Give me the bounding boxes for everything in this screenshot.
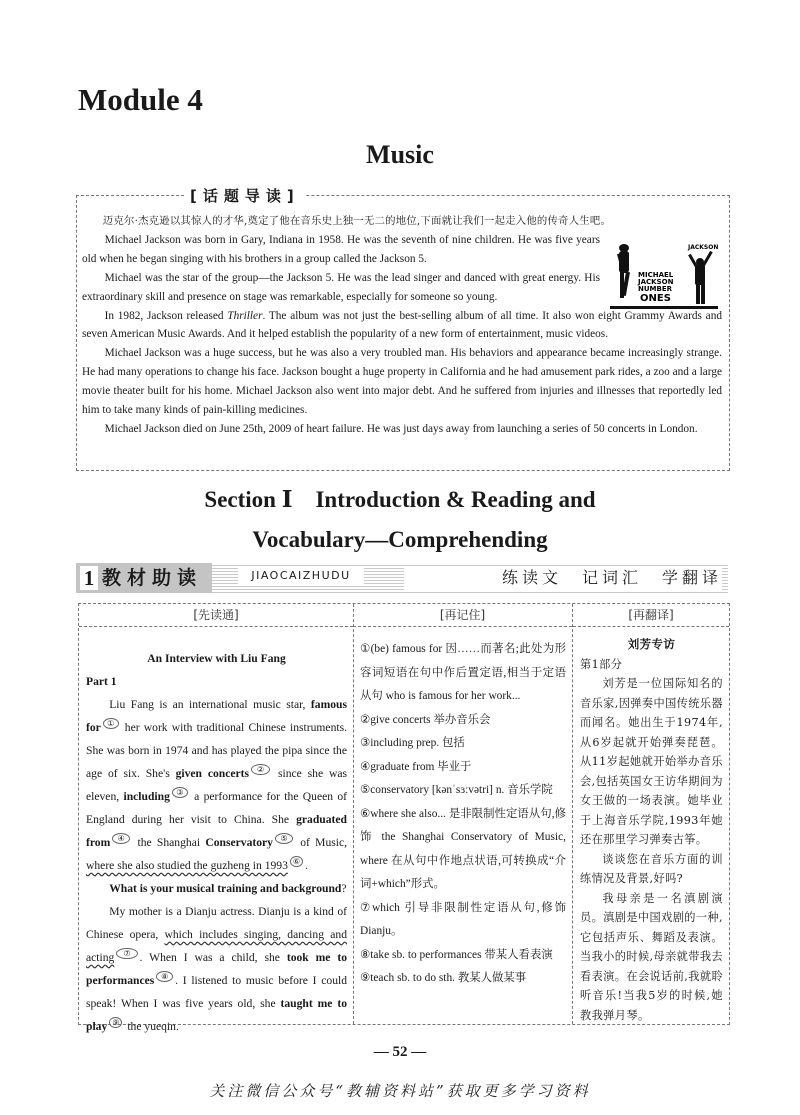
svg-text:MICHAEL: MICHAEL [638,271,674,279]
note-item: ⑥where she also... 是非限制性定语从句,修饰 the Shanghai Conservatory of Music, where 在从句中作地点状语,可转换成“介词+which”形式。 [360,807,566,890]
column-header: [再记住] [353,604,572,627]
column-header: [先读通] [79,604,353,627]
topic-label: [话题导读] [184,185,306,206]
notes-column [353,604,573,1024]
article-title: An Interview with Liu Fang [147,652,286,665]
note-item: ②give concerts 举办音乐会 [360,713,491,726]
topic-paragraph: Michael Jackson was a huge success, but he was also a very troubled man. His behaviors and appearance became increasingly strange. He had many operations to change his face. Jackson bought a huge property in California and he had amusement park rides, a zoo and a large movie theater built for his home. Michael Jackson also went into major debt. And he suffered from injuries and illnesses that reportedly led him to take many kinds of pain-killing medicines. [82,347,722,417]
note-item: ⑦which 引导非限制性定语从句,修饰 Dianju。 [360,901,566,937]
svg-text:JACKSON: JACKSON [638,278,674,286]
section-title: Section Ⅰ Introduction & Reading and Vocabulary—Comprehending [204,487,596,552]
svg-text:ONES: ONES [640,293,671,304]
translation-paragraph: 我母亲是一名滇剧演员。滇剧是中国戏剧的一种,它包括声乐、舞蹈及表演。当我小的时候,母亲就带我去看表演。在会说话前,我就聆听音乐!当我5岁的时候,她教我弹月琴。 [580,891,724,1022]
part-label: Part 1 [86,675,117,688]
column-header: [再翻译] [573,604,729,627]
note-item: ①(be) famous for 因……而著名;此处为形容词短语在句中作后置定语,相当于定语从句 who is famous for her work... [360,643,566,702]
translation-part: 第1部分 [580,657,623,671]
reading-paragraph: My mother is a Dianju actress. Dianju is a kind of Chinese opera, which includes singing, dancing and acting ⑦ . When I was a child, she took me to performances ⑧ . I listened to music before I could speak! When I was five years old, she taught me to play ⑨ the yueqin. [86,905,348,1033]
banner-pinyin: JIAOCAIZHUDU [238,568,364,584]
reading-table [78,603,730,1033]
reading-paragraph: Liu Fang is an international music star, famous for ① her work with traditional Chinese instruments. She was born in 1974 and has played the pipa since the age of six. She's given concerts ② since she was eleven, including ③ a performance for the Queen of England during her visit to China. She graduated from ④ the Shanghai Conservatory ⑤ of Music, where she also studied the guzheng in 1993 ⑥ . [86,698,348,872]
translation-question: 谈谈您在音乐方面的训练情况及背景,好吗? [580,852,723,885]
reading-column [79,604,354,1033]
module-title: Module 4 [78,82,203,117]
footer-note: 关注微信公众号“教辅资料站”获取更多学习资料 [209,1082,591,1100]
note-item: ⑧take sb. to performances 带某人看表演 [360,948,553,961]
banner-tagline: 练读文 记词汇 学翻译 [404,566,722,590]
note-item: ④graduate from 毕业于 [360,760,472,773]
topic-paragraph: Michael Jackson was born in Gary, Indiana in 1958. He was the seventh of nine children. He was five years old when he began singing with his brothers in a group called the Jackson 5. [82,233,600,265]
unit-title: Music [366,140,434,169]
translation-paragraph: 刘芳是一位国际知名的音乐家,因弹奏中国传统乐器而闻名。她出生于1974年,从6岁起就开始弹奏琵琶。从11岁起她就开始举办音乐会,包括英国女王访华期间为女王做的一场表演。她毕业于上海音乐学院,1993年她还在那里学习弹奏古筝。 [580,677,724,846]
topic-paragraph: In 1982, Jackson released Thriller. The album was not just the best-selling album of all time. It also won eight Grammy Awards and seven American Music Awards. And it helped establish the popularity of a new form of entertainment, music videos. [82,309,722,341]
album-title: Thriller [227,309,263,322]
translation-title: 刘芳专访 [627,637,676,651]
note-item: ③including prep. 包括 [360,737,465,749]
topic-paragraph: Michael Jackson died on June 25th, 2009 of heart failure. He was just days away from launching a series of 50 concerts in London. [104,422,698,435]
topic-paragraph: Michael was the star of the group—the Jackson 5. He was the lead singer and danced with great energy. His extraordinary skill and presence on stage was remarkable, especially for someone so young. [82,271,600,303]
note-item: ⑤conservatory [kənˈsɜːvətri] n. 音乐学院 [360,784,553,796]
topic-intro-cn: 迈克尔·杰克逊以其惊人的才华,奠定了他在音乐史上独一无二的地位,下面就让我们一起走入他的传奇人生吧。 [102,215,612,227]
banner-number: 1 [80,566,98,590]
note-item: ⑨teach sb. to do sth. 教某人做某事 [360,972,527,984]
page-number: — 52 — [373,1044,427,1060]
svg-text:NUMBER: NUMBER [638,285,673,293]
svg-text:JACKSON: JACKSON [688,244,719,251]
translation-column [573,604,729,1024]
banner-title: 教材助读 [102,567,203,589]
topic-body [82,212,722,439]
interview-question: What is your musical training and background? [109,882,347,895]
